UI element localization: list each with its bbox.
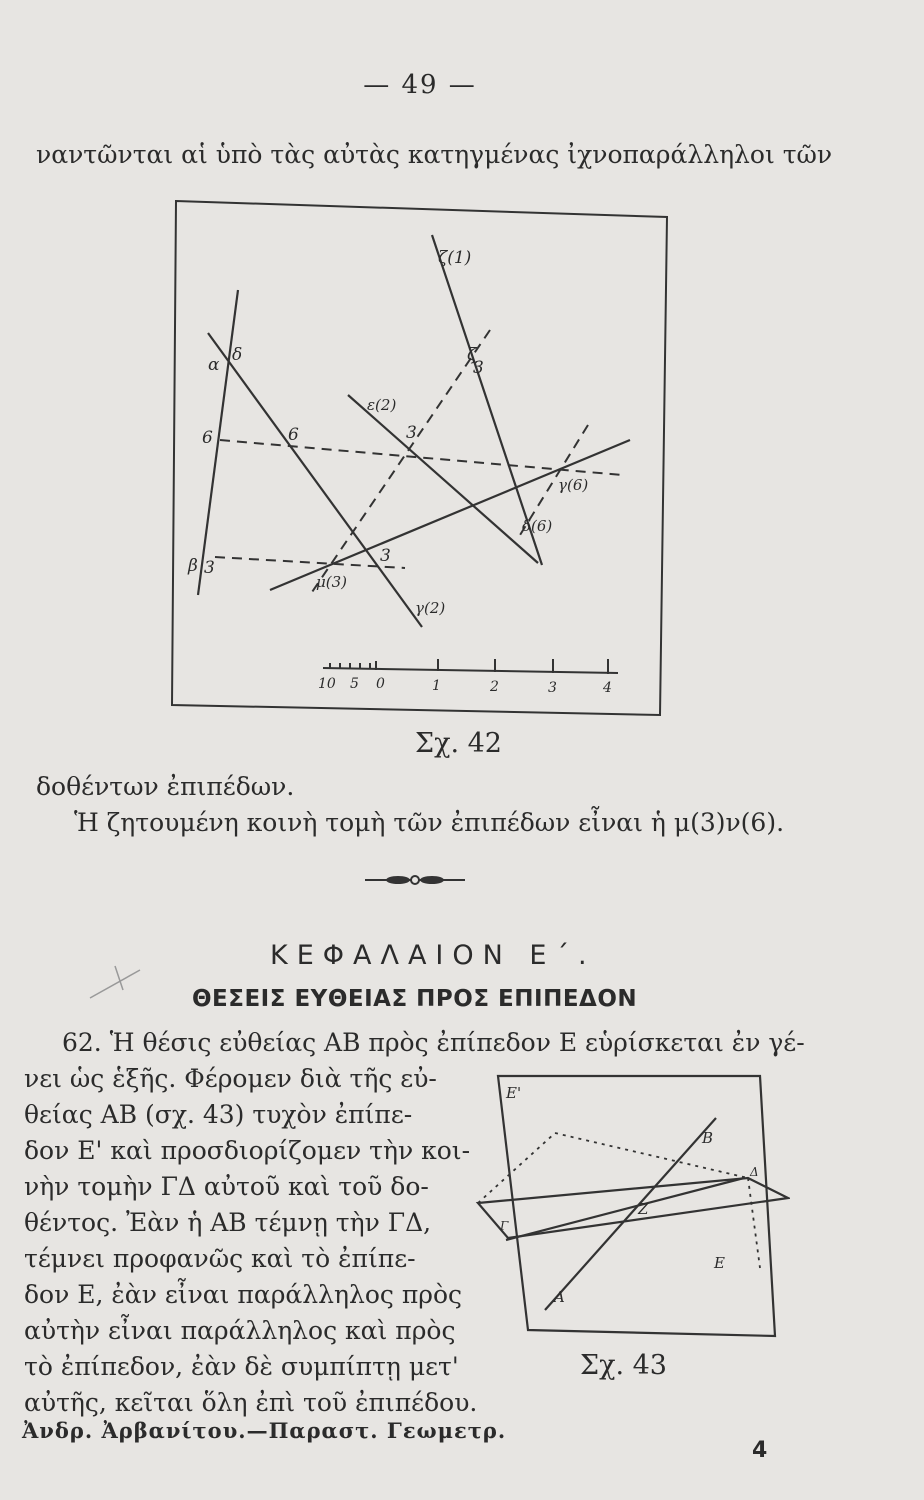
paragraph-line: νὴν τομὴν ΓΔ αὐτοῦ καὶ τοῦ δο- [24, 1172, 429, 1201]
text-line: ναντῶνται αἱ ὑπὸ τὰς αὐτὰς κατηγμένας ἰχνοπαράλληλοι τῶν [36, 140, 833, 169]
page-number: — 49 — [363, 70, 477, 100]
fig42-label: 3 [473, 358, 484, 378]
fig42-label: 3 [380, 546, 391, 566]
fig43-hidden [555, 1133, 748, 1178]
fig42-line [208, 333, 422, 627]
fig43-label: Β [702, 1129, 714, 1147]
fig42-dashed [220, 440, 622, 475]
fig42-label: 6 [288, 425, 299, 445]
fig42-scale-label: 4 [603, 680, 612, 696]
fig43-label: Γ [500, 1219, 509, 1233]
fig43-label: Δ [750, 1165, 759, 1179]
text-line: δοθέντων ἐπιπέδων. [36, 772, 295, 801]
fig42-scale-label: 2 [490, 679, 499, 695]
fig42-scale-label: 1 [432, 678, 441, 694]
fig42-label: 3 [204, 558, 215, 578]
fig42-dashed [215, 557, 405, 568]
fig42-scale-label: 0 [376, 676, 385, 692]
paragraph-line: 62. Ἡ θέσις εὐθείας ΑΒ πρὸς ἐπίπεδον Ε εὑρίσκεται ἐν γέ- [62, 1028, 805, 1057]
pencil-mark [85, 962, 145, 1002]
figure-43-caption: Σχ. 43 [580, 1350, 667, 1381]
fig43-hidden [748, 1178, 760, 1268]
fig42-label: γ(2) [415, 599, 446, 617]
fig43-label: Α [554, 1288, 565, 1306]
fig42-scale [323, 668, 618, 673]
fig42-line [270, 440, 630, 590]
fig42-label: ε(2) [367, 396, 397, 414]
text-line: Ἡ ζητουμένη κοινὴ τομὴ τῶν ἐπιπέδων εἶναι ἡ μ(3)ν(6). [74, 808, 785, 837]
paragraph-line: τέμνει προφανῶς καὶ τὸ ἐπίπε- [24, 1244, 416, 1273]
fig42-scale-label: 5 [350, 676, 359, 692]
fig43-hidden [478, 1133, 555, 1203]
paragraph-line: δον Ε' καὶ προσδιορίζομεν τὴν κοι- [24, 1136, 471, 1165]
footer-number: 4 [752, 1438, 768, 1463]
figure-42-caption: Σχ. 42 [415, 728, 502, 759]
fig42-scale-label: 10 [318, 676, 336, 692]
paragraph-line: νει ὡς ἑξῆς. Φέρομεν διὰ τῆς εὐ- [24, 1064, 437, 1093]
section-title: ΘΕΣΕΙΣ ΕΥΘΕΙΑΣ ΠΡΟΣ ΕΠΙΠΕΔΟΝ [192, 986, 638, 1012]
footer-text: Ἀνδρ. Ἀρβανίτου.—Παραστ. Γεωμετρ. [22, 1418, 507, 1443]
figure-42 [160, 195, 680, 725]
fig43-label: Ζ [638, 1200, 649, 1218]
fig43-line-ab [545, 1118, 716, 1310]
paragraph-line: αὐτῆς, κεῖται ὅλη ἐπὶ τοῦ ἐπιπέδου. [24, 1388, 478, 1417]
fig42-label: 3 [406, 423, 417, 443]
fig42-label: β [188, 556, 198, 576]
fig42-label: μ(3) [316, 573, 347, 591]
fig42-scale-label: 3 [548, 680, 557, 696]
fig42-label: δ(6) [522, 517, 553, 535]
figure-43 [470, 1068, 790, 1348]
fig43-label: Ε [714, 1254, 725, 1272]
fig42-dashed [310, 330, 490, 595]
fig42-label: ζ [467, 345, 477, 365]
paragraph-line: δον Ε, ἐὰν εἶναι παράλληλος πρὸς [24, 1280, 463, 1309]
fig42-label: γ(6) [558, 476, 589, 494]
paragraph-line: αὐτὴν εἶναι παράλληλος καὶ πρὸς [24, 1316, 456, 1345]
fig42-label: α [208, 355, 220, 375]
fig42-label: 6 [202, 428, 213, 448]
paragraph-line: τὸ ἐπίπεδον, ἐὰν δὲ συμπίπτῃ μετ' [24, 1352, 459, 1381]
chapter-title: ΚΕΦΑΛΑΙΟΝ Ε΄. [270, 940, 596, 971]
paragraph-line: θείας ΑΒ (σχ. 43) τυχὸν ἐπίπε- [24, 1100, 413, 1129]
ornament [360, 870, 470, 890]
fig43-label: Ε' [506, 1084, 522, 1102]
fig42-label: δ [232, 345, 243, 365]
paragraph-line: θέντος. Ἐὰν ἡ ΑΒ τέμνῃ τὴν ΓΔ, [24, 1208, 432, 1237]
fig42-line [348, 395, 538, 563]
fig42-label: ζ(1) [438, 248, 472, 268]
